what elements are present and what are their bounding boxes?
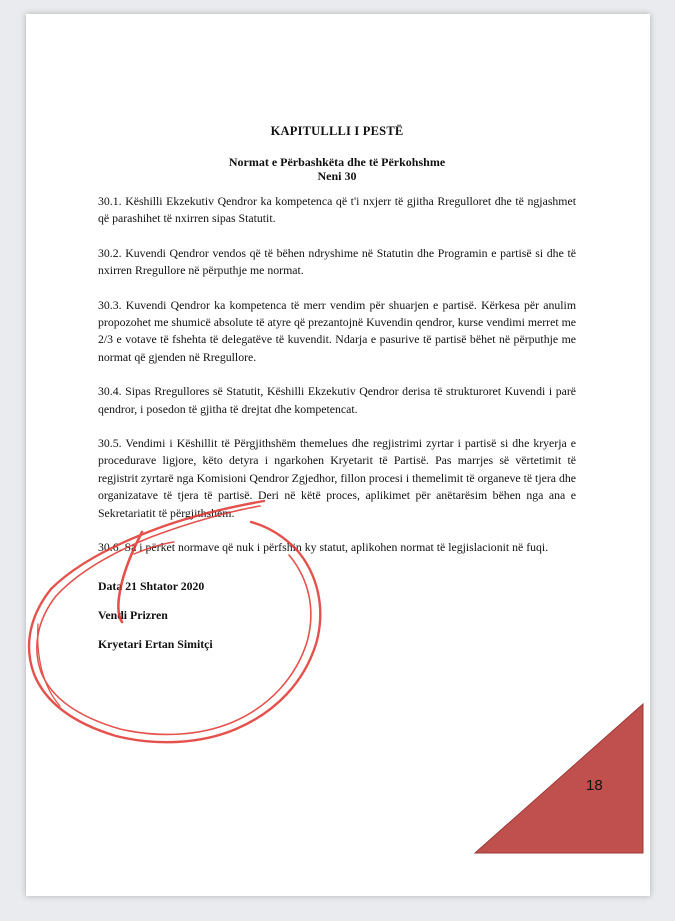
paragraph-30-2: 30.2. Kuvendi Qendror vendos që të bëhen ndryshime në Statutin dhe Programin e partisë si dhe të nxirren Rregullore në përputhje me normat. — [98, 245, 576, 278]
signature-date: Data 21 Shtator 2020 — [98, 578, 205, 593]
paragraph-30-6: 30.6. Sa i përket normave që nuk i përfshin ky statut, aplikohen normat të legjislacionit në fuqi. — [98, 540, 549, 555]
chapter-title: KAPITULLLI I PESTË — [270, 124, 404, 138]
document-page — [26, 14, 650, 896]
signature-chairman: Kryetari Ertan Simitçi — [98, 636, 213, 651]
document-body — [98, 124, 576, 652]
page-number: 18 — [586, 777, 603, 794]
paragraph-30-4: 30.4. Sipas Rregullores së Statutit, Këshilli Ekzekutiv Qendror derisa të strukturoret Kuvendi i parë qendror, i posedon të gjitha të drejtat dhe kompetencat. — [98, 384, 576, 416]
article-title: Neni 30 — [317, 169, 357, 183]
signature-place: Vendi Prizren — [98, 607, 168, 622]
paragraph-30-5: 30.5. Vendimi i Këshillit të Përgjithshëm themelues dhe regjistrimi zyrtar i partisë si dhe kryerja e procedurave ligjore, këto detyra i ngarkohen Kryetarit të Partisë. Pas marrjes së vërtetimit të regjistrit zyrtarë nga Komisioni Qendror Zgjedhor, fillon procesi i themelimit të organeve të tjera dhe organizatave të tjera të partisë. Deri në këtë proces, aplikimet për anëtarësim bëhen nga ana e Sekretariatit të përgjithshëm. — [98, 436, 576, 520]
section-title — [98, 155, 576, 183]
paragraph-30-3: 30.3. Kuvendi Qendror ka kompetenca të merr vendim për shuarjen e partisë. Kërkesa për anulim propozohet me shumicë absolute të atyre që prezantojnë Kuvendin qendror, kurse vendimi merret me 2/3 e votave të fshehta të delegatëve të kuvendit. Ndarja e pasurive të partisë bëhet në përputhje me normat që gjenden në Rregullore. — [98, 297, 576, 364]
paragraph-30-1: 30.1. Këshilli Ekzekutiv Qendror ka kompetenca që t'i nxjerr të gjitha Rregulloret dhe të ngjashmet që parashihet të nxirren sipas Statutit. — [98, 194, 576, 226]
section-title-text: Normat e Përbashkëta dhe të Përkohshme — [228, 155, 446, 169]
